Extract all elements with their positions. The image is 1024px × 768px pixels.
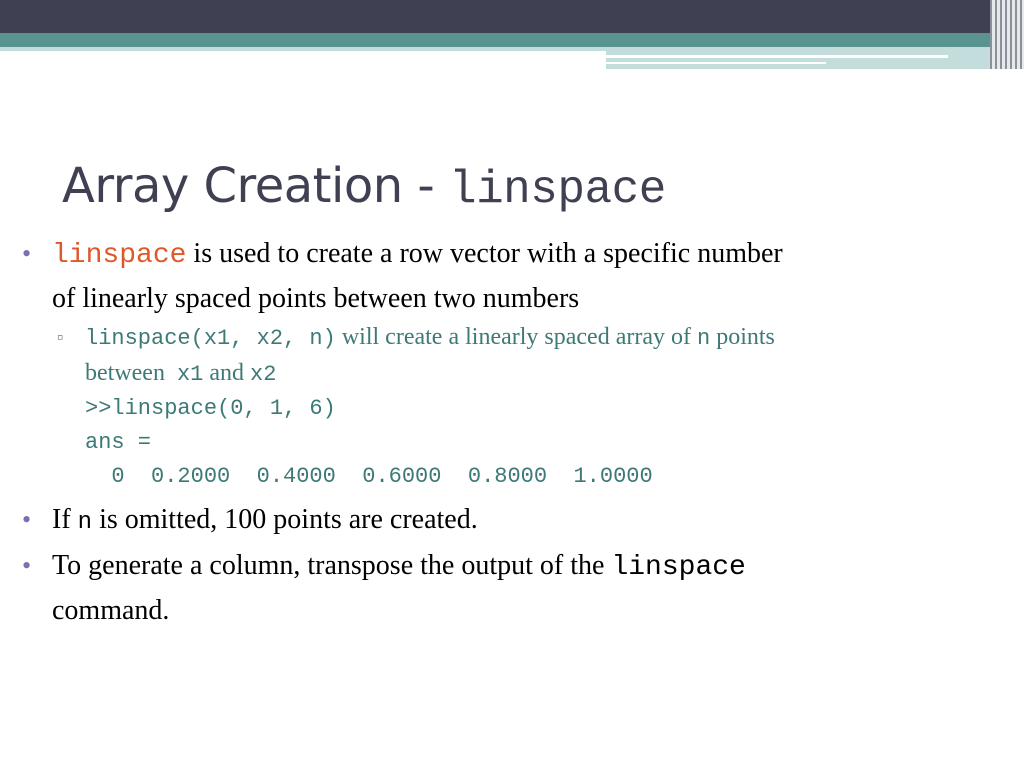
sub-text-1: will create a linearly spaced array of bbox=[335, 324, 697, 350]
header-white-line-2 bbox=[606, 62, 826, 64]
sub-text-and: and bbox=[203, 360, 251, 386]
inline-code-linspace: linspace bbox=[52, 240, 187, 271]
title-code: linspace bbox=[448, 164, 666, 216]
bullet-text-line2: of linearly spaced points between two numbers bbox=[52, 283, 580, 314]
sub-text-3: between bbox=[85, 360, 177, 386]
header-light-bar-left bbox=[0, 47, 606, 51]
sub-bullet-marker: ▫ bbox=[57, 327, 64, 347]
sub-bullet-syntax bbox=[0, 320, 1024, 392]
bullet-linspace-description bbox=[0, 232, 1024, 320]
inline-code-n: n bbox=[77, 509, 93, 536]
sub-text-2: points bbox=[710, 324, 775, 350]
bullet3-text-1: To generate a column, transpose the output of the bbox=[52, 550, 612, 581]
bullet-text-line1: is used to create a row vector with a specific number bbox=[186, 238, 783, 269]
inline-code-signature: linspace(x1, x2, n) bbox=[85, 326, 336, 351]
bullet-transpose bbox=[0, 544, 1024, 632]
code-line-ans: ans = bbox=[85, 430, 152, 455]
header-teal-bar bbox=[0, 33, 1024, 47]
bullet2-text-1: If bbox=[52, 504, 78, 535]
inline-code-x2: x2 bbox=[250, 362, 277, 387]
header-light-bar-right bbox=[606, 47, 1024, 69]
title-text: Array Creation - bbox=[62, 158, 449, 214]
code-line-command: >>linspace(0, 1, 6) bbox=[85, 396, 336, 421]
bullet2-text-2: is omitted, 100 points are created. bbox=[92, 504, 478, 535]
slide-content bbox=[0, 232, 1024, 632]
slide-title bbox=[62, 150, 666, 226]
inline-code-n: n bbox=[696, 326, 711, 351]
bullet-marker: • bbox=[22, 505, 32, 534]
bullet3-text-2: command. bbox=[52, 595, 170, 626]
header-dark-bar bbox=[0, 0, 1024, 33]
inline-code-x1: x1 bbox=[176, 362, 204, 387]
code-line-output: 0 0.2000 0.4000 0.6000 0.8000 1.0000 bbox=[85, 464, 653, 489]
header-vertical-stripes bbox=[990, 0, 1024, 69]
bullet-marker: • bbox=[22, 551, 32, 580]
header-white-line-1 bbox=[606, 55, 948, 58]
bullet-n-omitted bbox=[0, 498, 1024, 544]
bullet-marker: • bbox=[22, 239, 32, 268]
inline-code-linspace: linspace bbox=[611, 552, 746, 583]
